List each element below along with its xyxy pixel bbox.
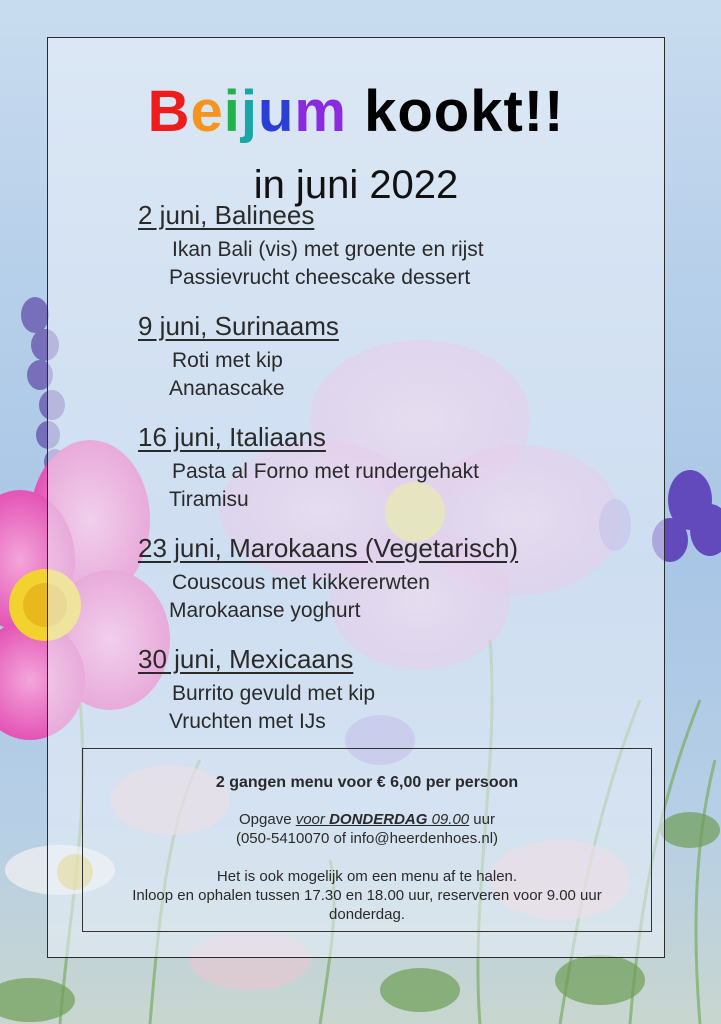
dish-dessert: Marokaanse yoghurt <box>169 599 361 622</box>
title-letter-m: m <box>294 79 347 144</box>
menu-day <box>138 198 608 309</box>
poster-title <box>48 79 664 144</box>
title-letter-j: j <box>240 79 258 144</box>
pickup-line-1: Het is ook mogelijk om een menu af te halen. <box>216 868 518 885</box>
info-box <box>82 748 652 932</box>
menu-list <box>138 198 608 753</box>
signup-suffix: uur <box>469 811 495 828</box>
contact-text: (050-5410070 of info@heerdenhoes.nl) <box>235 830 499 847</box>
dish-main: Couscous met kikkererwten <box>172 571 430 594</box>
dish-main: Burrito gevuld met kip <box>172 682 376 705</box>
menu-day <box>138 531 608 642</box>
title-letter-i: i <box>223 79 241 144</box>
title-rest: kookt!! <box>364 79 565 144</box>
day-heading: 16 juni, Italiaans <box>138 422 326 452</box>
dish-dessert: Tiramisu <box>169 488 249 511</box>
poster-subtitle: in juni 2022 <box>253 163 459 207</box>
signup-deadline <box>296 811 469 828</box>
day-heading: 23 juni, Marokaans (Vegetarisch) <box>138 533 519 563</box>
day-heading: 30 juni, Mexicaans <box>138 644 354 674</box>
signup-day: DONDERDAG <box>329 811 428 828</box>
price-text: 2 gangen menu voor € 6,00 per persoon <box>215 774 519 791</box>
dish-main: Roti met kip <box>172 349 283 372</box>
title-letter-u: u <box>257 79 295 144</box>
dish-dessert: Passievrucht cheescake dessert <box>169 266 471 289</box>
signup-time: 09.00 <box>427 811 470 828</box>
dish-main: Pasta al Forno met rundergehakt <box>172 460 480 483</box>
signup-voor: voor <box>295 811 330 828</box>
pickup-line-3: donderdag. <box>329 906 405 923</box>
menu-day <box>138 309 608 420</box>
title-letter-e: e <box>190 79 224 144</box>
signup-text <box>83 810 651 829</box>
signup-prefix: Opgave <box>239 811 296 828</box>
day-heading: 2 juni, Balinees <box>138 200 315 230</box>
pickup-line-2: Inloop en ophalen tussen 17.30 en 18.00 uur, reserveren voor 9.00 uur <box>132 887 602 904</box>
dish-dessert: Vruchten met IJs <box>169 710 326 733</box>
dish-main: Ikan Bali (vis) met groente en rijst <box>172 238 484 261</box>
dish-dessert: Ananascake <box>169 377 285 400</box>
title-letter-b: B <box>147 79 191 144</box>
day-heading: 9 juni, Surinaams <box>138 311 339 341</box>
menu-day <box>138 420 608 531</box>
menu-day <box>138 642 608 753</box>
